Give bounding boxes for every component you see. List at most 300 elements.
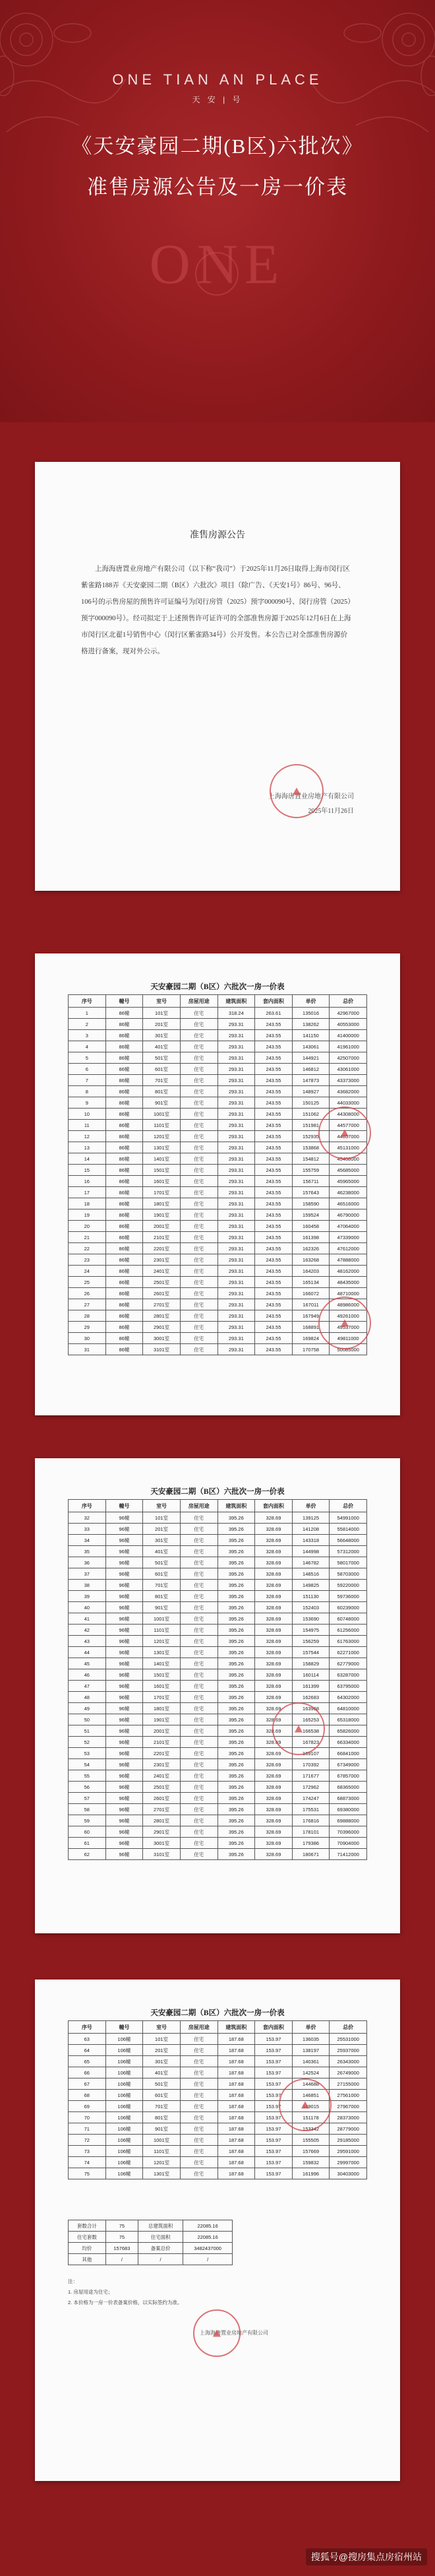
table-cell: 86幢 [105,1142,143,1153]
table-cell: 29 [69,1322,106,1333]
table-cell: 住宅 [180,1064,218,1075]
table-cell: 29185000 [330,2135,367,2146]
table-cell: 166072 [292,1288,330,1299]
table-cell: 63 [69,2034,106,2045]
table-cell: 293.31 [218,1120,255,1131]
table-cell: 96幢 [105,1681,143,1692]
table-cell: 144688 [292,2078,330,2090]
table-cell: 96幢 [105,1793,143,1804]
table-cell: 47612000 [330,1243,367,1254]
table-cell: 31 [69,1344,106,1355]
page-title: 《天安豪园二期(B区)六批次》 [71,135,364,158]
table-cell: 293.31 [218,1344,255,1355]
table-cell: 243.55 [255,1120,293,1131]
table-cell: 157643 [292,1187,330,1198]
table-cell: 243.55 [255,1221,293,1232]
table-cell: 328.69 [255,1546,293,1557]
table-cell: 15 [69,1165,106,1176]
table-cell: 153.97 [255,2123,293,2135]
table-cell: 106幢 [105,2056,143,2067]
table-cell: 2001室 [143,1221,181,1232]
table-cell: 328.69 [255,1636,293,1647]
summary-cell: 22085.16 [183,2220,233,2232]
table-cell: 901室 [143,2123,181,2135]
table-row [69,1625,367,1636]
table-cell: 154975 [292,1625,330,1636]
note-line: 2. 本价格为一房一价表备案价格，以实际签约为准。 [68,2300,183,2305]
table-cell: 住宅 [180,1849,218,1860]
table-cell: 153.97 [255,2090,293,2101]
table-cell: 150125 [292,1097,330,1109]
summary-cell: / [138,2254,183,2265]
table-cell: 58 [69,1804,106,1815]
table-row [69,1198,367,1209]
table-cell: 153.97 [255,2067,293,2078]
table-cell: 328.69 [255,1714,293,1725]
column-header: 单价 [292,1500,330,1512]
table-cell: 住宅 [180,1209,218,1221]
table-cell: 395.26 [218,1793,255,1804]
table-row [69,1075,367,1086]
price-table [68,994,367,1355]
table-cell: 153.97 [255,2101,293,2112]
summary-row [69,2243,233,2254]
table-cell: 29997000 [330,2157,367,2168]
table-cell: 162326 [292,1243,330,1254]
table-cell: 158829 [292,1658,330,1669]
table-cell: 153.97 [255,2146,293,2157]
hero-banner [0,0,435,422]
table-cell: 4 [69,1041,106,1052]
source-watermark: 搜狐号@搜房集点房宿州站 [306,2548,427,2565]
table-cell: 328.69 [255,1804,293,1815]
table-cell: 153342 [292,2123,330,2135]
table-cell: 49537000 [330,1322,367,1333]
table-cell: 住宅 [180,1075,218,1086]
table-cell: 74 [69,2157,106,2168]
table-cell: 293.31 [218,1277,255,1288]
table-cell: 328.69 [255,1849,293,1860]
table-cell: 住宅 [180,1737,218,1748]
table-cell: 165253 [292,1714,330,1725]
table-cell: 44308000 [330,1109,367,1120]
table-cell: 151130 [292,1591,330,1602]
table-cell: 162683 [292,1692,330,1703]
table-cell: 39 [69,1591,106,1602]
table-cell: 8 [69,1086,106,1097]
table-cell: 243.55 [255,1064,293,1075]
table-cell: 301室 [143,1030,181,1041]
column-header: 单价 [292,995,330,1008]
table-cell: 160114 [292,1669,330,1681]
table-row [69,1759,367,1770]
summary-cell: 3482437000 [183,2243,233,2254]
table-cell: 96幢 [105,1535,143,1546]
table-cell: 61 [69,1838,106,1849]
table-cell: 180671 [292,1849,330,1860]
table-cell: 45965000 [330,1176,367,1187]
table-cell: 46516000 [330,1198,367,1209]
summary-cell: 其他 [69,2254,106,2265]
table-row [69,1109,367,1120]
table-row [69,1209,367,1221]
table-cell: 328.69 [255,1669,293,1681]
table-row [69,1647,367,1658]
table-cell: 157544 [292,1647,330,1658]
table-row [69,1524,367,1535]
column-header: 室号 [143,995,181,1008]
table-cell: 64 [69,2045,106,2056]
table-row [69,1165,367,1176]
summary-cell: 157683 [105,2243,138,2254]
table-cell: 243.55 [255,1187,293,1198]
notice-title: 准售房源公告 [190,531,245,540]
table-cell: 62271000 [330,1647,367,1658]
table-cell: 187.68 [218,2090,255,2101]
table-cell: 395.26 [218,1625,255,1636]
table-cell: 49811000 [330,1333,367,1344]
table-cell: 153.97 [255,2045,293,2056]
table-cell: 153690 [292,1613,330,1625]
table-row [69,1669,367,1681]
table-cell: 86幢 [105,1221,143,1232]
table-cell: 179386 [292,1838,330,1849]
table-cell: 167949 [292,1310,330,1322]
table-cell: 1301室 [143,1647,181,1658]
table-cell: 住宅 [180,2168,218,2179]
table-cell: 96幢 [105,1512,143,1524]
table-cell: 42507000 [330,1052,367,1064]
table-cell: 328.69 [255,1602,293,1613]
table-cell: 395.26 [218,1737,255,1748]
table-cell: 293.31 [218,1176,255,1187]
table-cell: 住宅 [180,2135,218,2146]
table-cell: 40553000 [330,1019,367,1030]
table-row [69,1232,367,1243]
table-cell: 293.31 [218,1052,255,1064]
table-cell: 86幢 [105,1176,143,1187]
column-header: 套内面积 [255,1500,293,1512]
table-cell: 187.68 [218,2101,255,2112]
table-cell: 96幢 [105,1703,143,1714]
table-row [69,1793,367,1804]
table-cell: 44857000 [330,1131,367,1142]
table-cell: 1101室 [143,1120,181,1131]
table-cell: 48710000 [330,1288,367,1299]
table-row [69,2056,367,2067]
table-cell: 26343000 [330,2056,367,2067]
table-cell: 48 [69,1692,106,1703]
table-cell: 135016 [292,1008,330,1019]
table-cell: 1201室 [143,1131,181,1142]
table-cell: 96幢 [105,1770,143,1782]
table-cell: 395.26 [218,1557,255,1568]
table-cell: 395.26 [218,1636,255,1647]
table-cell: 328.69 [255,1613,293,1625]
table-cell: 164203 [292,1266,330,1277]
table-cell: 106幢 [105,2078,143,2090]
table-cell: 153.97 [255,2034,293,2045]
table-cell: 174247 [292,1793,330,1804]
table-cell: 395.26 [218,1535,255,1546]
table-row [69,1254,367,1266]
table-cell: 263.61 [255,1008,293,1019]
table-cell: 395.26 [218,1826,255,1838]
table-cell: 86幢 [105,1075,143,1086]
table-cell: 401室 [143,1041,181,1052]
table-cell: 395.26 [218,1658,255,1669]
table-cell: 293.31 [218,1097,255,1109]
table-cell: 住宅 [180,1030,218,1041]
table-row [69,2067,367,2078]
table-cell: 住宅 [180,2078,218,2090]
table-row [69,1602,367,1613]
table-cell: 243.55 [255,1344,293,1355]
table-row [69,1097,367,1109]
table-cell: 38 [69,1580,106,1591]
table-notes [68,2276,266,2308]
table-cell: 156259 [292,1636,330,1647]
column-header: 序号 [69,2021,106,2034]
table-cell: 70396000 [330,1826,367,1838]
summary-cell: / [105,2254,138,2265]
company-seal [279,2078,332,2131]
table-cell: 293.31 [218,1165,255,1176]
table-cell: 293.31 [218,1019,255,1030]
table-cell: 35 [69,1546,106,1557]
table-cell: 住宅 [180,1109,218,1120]
table-cell: 2801室 [143,1310,181,1322]
table-cell: 33 [69,1524,106,1535]
table-cell: 3001室 [143,1838,181,1849]
table-row [69,1782,367,1793]
table-cell: 96幢 [105,1636,143,1647]
table-cell: 328.69 [255,1512,293,1524]
table-cell: 155759 [292,1165,330,1176]
table-cell: 住宅 [180,1602,218,1613]
table-cell: 86幢 [105,1333,143,1344]
table-cell: 157669 [292,2146,330,2157]
table-cell: 68365000 [330,1782,367,1793]
table-cell: 住宅 [180,1232,218,1243]
table-cell: 住宅 [180,1591,218,1602]
summary-cell: 备案总价 [138,2243,183,2254]
table-cell: 住宅 [180,1243,218,1254]
table-cell: 165134 [292,1277,330,1288]
table-cell: 28 [69,1310,106,1322]
table-cell: 328.69 [255,1557,293,1568]
table-cell: 30403000 [330,2168,367,2179]
table-cell: 328.69 [255,1815,293,1826]
table-cell: 293.31 [218,1131,255,1142]
table-row [69,1703,367,1714]
table-title: 天安豪园二期（B区）六批次一房一价表 [150,2009,285,2017]
table-cell: 328.69 [255,1535,293,1546]
table-cell: 41400000 [330,1030,367,1041]
table-cell: 1701室 [143,1692,181,1703]
table-cell: 328.69 [255,1782,293,1793]
table-cell: 59220000 [330,1580,367,1591]
table-cell: 176816 [292,1815,330,1826]
table-cell: 293.31 [218,1232,255,1243]
table-cell: 96幢 [105,1782,143,1793]
table-cell: 住宅 [180,1759,218,1770]
table-cell: 2101室 [143,1232,181,1243]
table-cell: 96幢 [105,1580,143,1591]
table-cell: 56648000 [330,1535,367,1546]
table-cell: 187.68 [218,2067,255,2078]
table-row [69,1064,367,1075]
table-cell: 65318000 [330,1714,367,1725]
table-cell: 701室 [143,1580,181,1591]
table-cell: 86幢 [105,1086,143,1097]
table-cell: 住宅 [180,1613,218,1625]
table-cell: 201室 [143,2045,181,2056]
table-cell: 901室 [143,1602,181,1613]
table-company: 上海海唐置业房地产有限公司 [200,2330,268,2336]
table-cell: 149015 [292,2101,330,2112]
table-cell: 167011 [292,1299,330,1310]
table-cell: 243.55 [255,1254,293,1266]
table-cell: 住宅 [180,1804,218,1815]
table-cell: 141208 [292,1524,330,1535]
table-cell: 住宅 [180,1535,218,1546]
table-cell: 住宅 [180,1770,218,1782]
table-row [69,1826,367,1838]
summary-table [68,2220,233,2265]
table-cell: 34 [69,1535,106,1546]
table-cell: 243.55 [255,1030,293,1041]
table-cell: 293.31 [218,1064,255,1075]
table-row [69,1591,367,1602]
table-cell: 36 [69,1557,106,1568]
table-cell: 86幢 [105,1322,143,1333]
table-cell: 49 [69,1703,106,1714]
table-cell: 143061 [292,1041,330,1052]
table-cell: 395.26 [218,1546,255,1557]
table-cell: 1801室 [143,1703,181,1714]
column-header: 房屋用途 [180,1500,218,1512]
table-cell: 96幢 [105,1692,143,1703]
table-cell: 293.31 [218,1333,255,1344]
table-cell: 163268 [292,1254,330,1266]
summary-row [69,2220,233,2232]
table-cell: 1001室 [143,2135,181,2146]
table-cell: 153.97 [255,2112,293,2123]
table-cell: 19 [69,1209,106,1221]
table-cell: 住宅 [180,1198,218,1209]
table-cell: 96幢 [105,1625,143,1636]
table-cell: 67349000 [330,1759,367,1770]
table-cell: 2301室 [143,1254,181,1266]
table-cell: 96幢 [105,1658,143,1669]
table-cell: 96幢 [105,1557,143,1568]
summary-cell: 75 [105,2232,138,2243]
table-cell: 63795000 [330,1681,367,1692]
table-cell: 106幢 [105,2168,143,2179]
table-cell: 45 [69,1658,106,1669]
table-cell: 101室 [143,2034,181,2045]
table-title: 天安豪园二期（B区）六批次一房一价表 [150,1488,285,1496]
table-cell: 96幢 [105,1669,143,1681]
table-cell: 66 [69,2067,106,2078]
table-cell: 48986000 [330,1299,367,1310]
brand-name-cn: 天 安 | 号 [192,95,243,104]
table-cell: 86幢 [105,1299,143,1310]
table-cell: 61256000 [330,1625,367,1636]
table-cell: 71 [69,2123,106,2135]
table-cell: 住宅 [180,1288,218,1299]
table-cell: 23 [69,1254,106,1266]
table-cell: 170392 [292,1759,330,1770]
table-cell: 172962 [292,1782,330,1793]
table-cell: 96幢 [105,1591,143,1602]
table-cell: 395.26 [218,1815,255,1826]
table-cell: 144921 [292,1052,330,1064]
summary-cell: 22085.16 [183,2232,233,2243]
table-cell: 住宅 [180,1703,218,1714]
table-cell: 75 [69,2168,106,2179]
table-cell: 293.31 [218,1299,255,1310]
table-cell: 1501室 [143,1669,181,1681]
table-cell: 159832 [292,2157,330,2168]
table-cell: 2801室 [143,1815,181,1826]
table-cell: 96幢 [105,1546,143,1557]
table-cell: 395.26 [218,1568,255,1580]
table-cell: 243.55 [255,1232,293,1243]
table-cell: 328.69 [255,1658,293,1669]
table-cell: 187.68 [218,2112,255,2123]
table-cell: 293.31 [218,1075,255,1086]
price-table-page-3 [35,1980,400,2481]
table-cell: 328.69 [255,1759,293,1770]
table-row [69,1535,367,1546]
table-cell: 86幢 [105,1041,143,1052]
table-cell: 住宅 [180,1187,218,1198]
one-watermark: ONE [149,232,286,296]
table-cell: 25 [69,1277,106,1288]
table-cell: 156711 [292,1176,330,1187]
table-cell: 1701室 [143,1187,181,1198]
table-row [69,1344,367,1355]
table-cell: 152935 [292,1131,330,1142]
table-cell: 243.55 [255,1310,293,1322]
table-cell: 96幢 [105,1647,143,1658]
table-cell: 96幢 [105,1748,143,1759]
table-cell: 住宅 [180,1658,218,1669]
table-cell: 96幢 [105,1815,143,1826]
column-header: 房屋用途 [180,2021,218,2034]
table-cell: 395.26 [218,1782,255,1793]
table-cell: 2001室 [143,1725,181,1737]
table-cell: 141150 [292,1030,330,1041]
table-cell: 153.97 [255,2168,293,2179]
table-row [69,1277,367,1288]
table-cell: 1001室 [143,1109,181,1120]
table-cell: 395.26 [218,1770,255,1782]
table-cell: 395.26 [218,1681,255,1692]
table-cell: 86幢 [105,1120,143,1131]
table-cell: 54991000 [330,1512,367,1524]
table-cell: 187.68 [218,2168,255,2179]
table-cell: 101室 [143,1008,181,1019]
table-cell: 168891 [292,1322,330,1333]
table-cell: 57 [69,1793,106,1804]
price-table [68,1499,367,1860]
table-cell: 142524 [292,2067,330,2078]
table-cell: 86幢 [105,1198,143,1209]
table-cell: 170758 [292,1344,330,1355]
